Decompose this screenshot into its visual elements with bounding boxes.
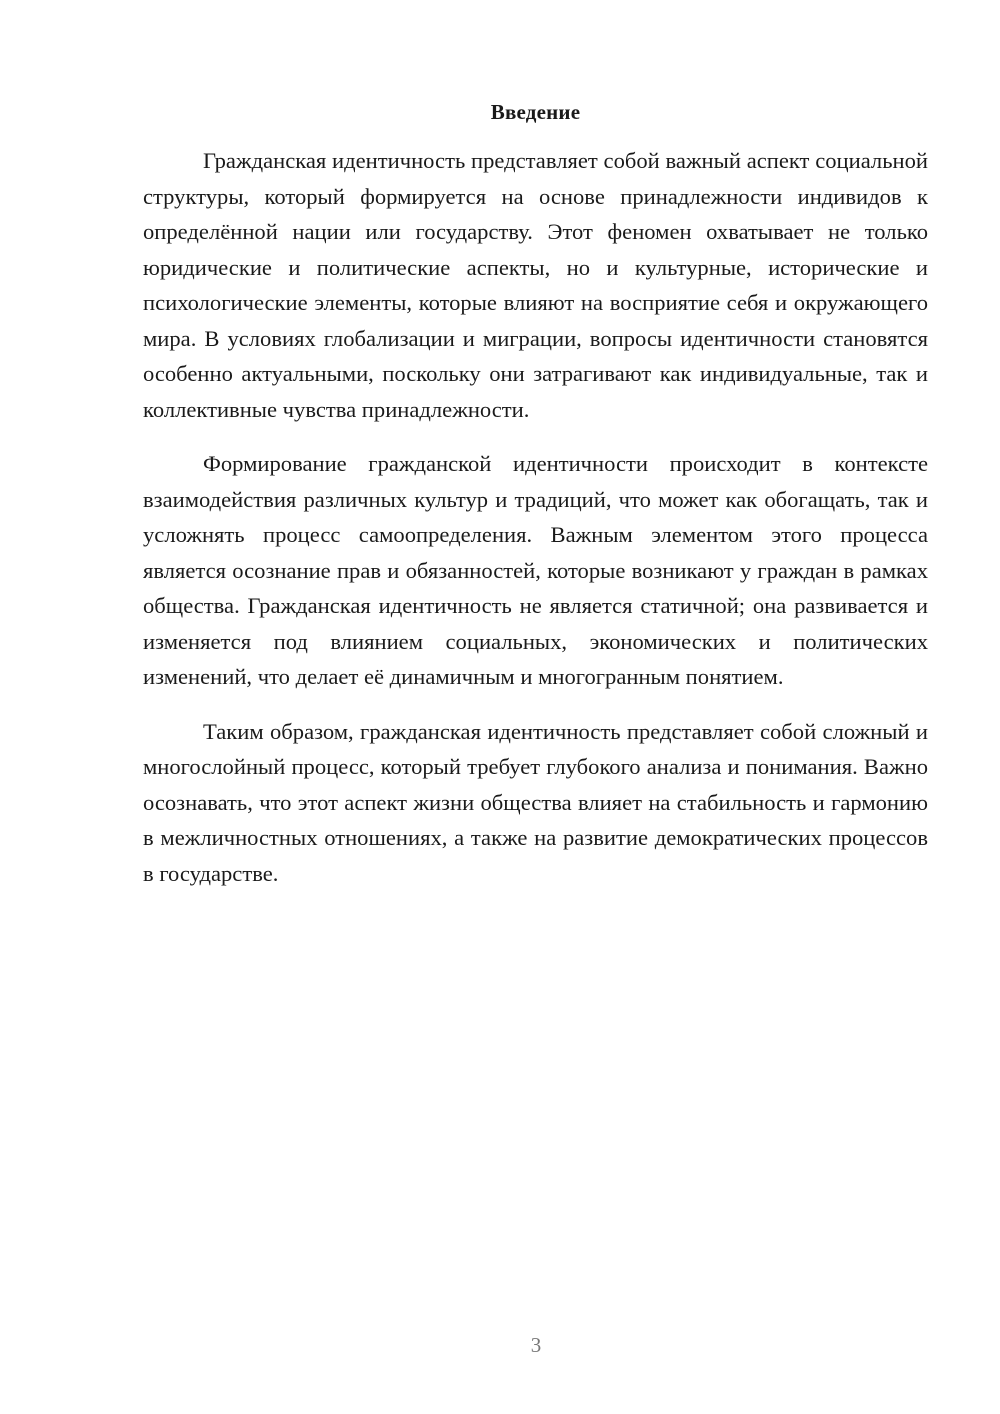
section-title: Введение [490, 100, 581, 124]
paragraph-2: Формирование гражданской идентичности происходит в контексте взаимодействия различных культур и традиций, что может как обогащать, так и усложнять процесс самоопределения. Важным элементом этого процесса является осознание прав и обязанностей, которые возникают у граждан в рамках общества. Гражданская идентичность не является статичной; она развивается и изменяется под влиянием социальных, экономических и политических изменений, что делает её динамичным и многогранным понятием. [143, 451, 928, 689]
body-text [143, 143, 928, 910]
paragraph-3: Таким образом, гражданская идентичность представляет собой сложный и многослойный процесс, который требует глубокого анализа и понимания. Важно осознавать, что этот аспект жизни общества влияет на стабильность и гармонию в межличностных отношениях, а также на развитие демократических процессов в государстве. [143, 718, 928, 886]
page-number: 3 [530, 1333, 542, 1357]
paragraph-1: Гражданская идентичность представляет собой важный аспект социальной структуры, который формируется на основе принадлежности индивидов к определённой нации или государству. Этот феномен охватывает не только юридические и политические аспекты, но и культурные, исторические и психологические элементы, которые влияют на восприятие себя и окружающего мира. В условиях глобализации и миграции, вопросы идентичности становятся особенно актуальными, поскольку они затрагивают как индивидуальные, так и коллективные чувства принадлежности. [143, 148, 928, 422]
